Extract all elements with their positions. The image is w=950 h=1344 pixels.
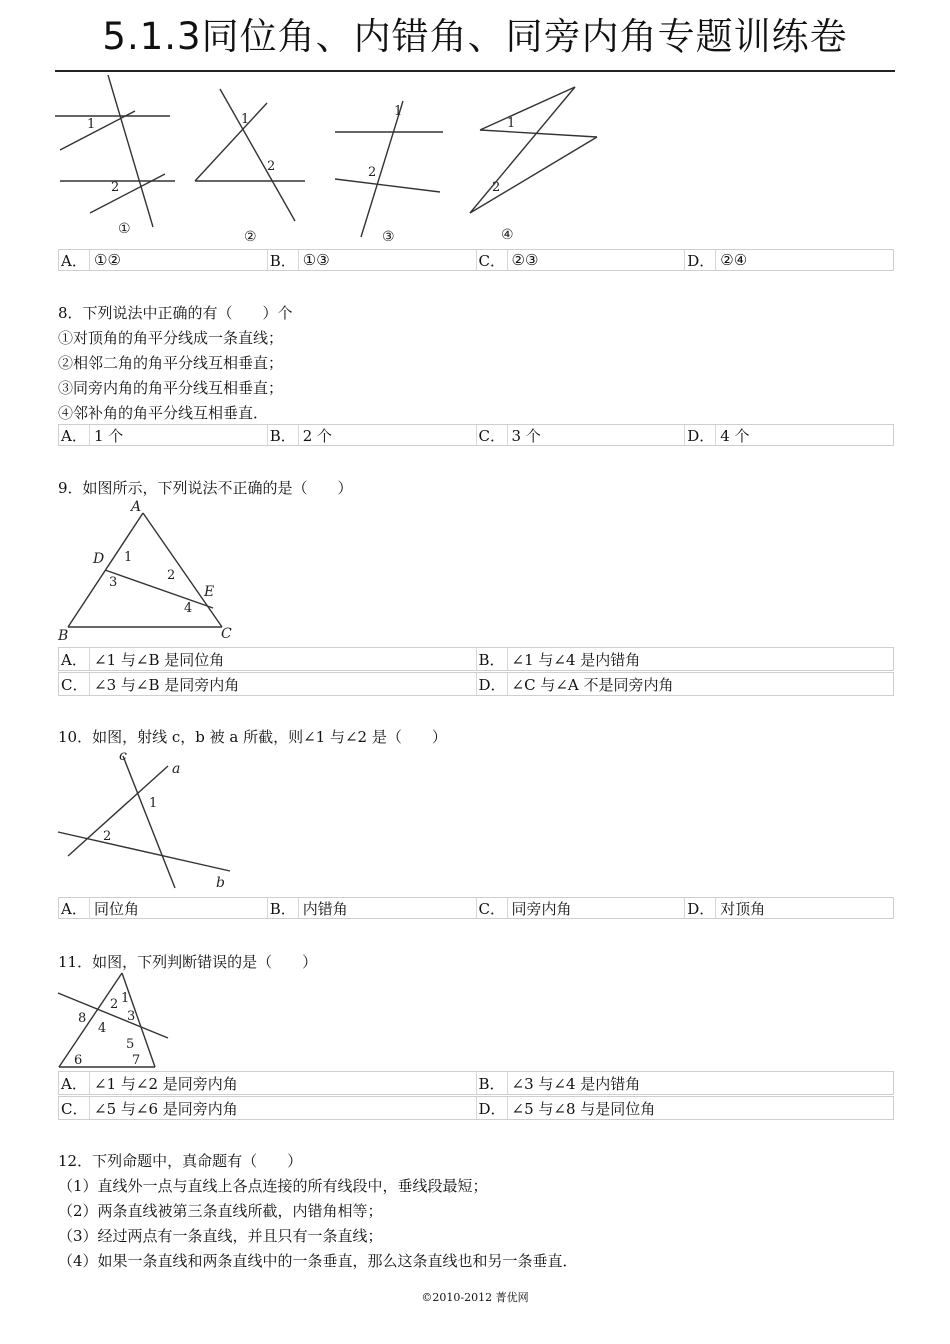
svg-text:1: 1 [241, 112, 250, 127]
svg-text:2: 2 [110, 997, 119, 1012]
svg-text:a: a [172, 761, 181, 777]
q12-stem: 12．下列命题中，真命题有（ ） [58, 1152, 303, 1170]
svg-text:2: 2 [492, 180, 501, 195]
q9-options-row1 [58, 647, 894, 671]
svg-text:1: 1 [394, 104, 403, 119]
q9-options-row2 [58, 672, 894, 696]
q8-options [58, 424, 894, 446]
svg-text:1: 1 [507, 116, 516, 131]
svg-text:6: 6 [74, 1053, 83, 1068]
q8-line-1: ①对顶角的角平分线成一条直线； [58, 329, 284, 347]
q7-option-c[interactable]: C． ②③ [477, 250, 686, 270]
svg-text:2: 2 [103, 829, 112, 844]
q9-option-d[interactable]: D． ∠C 与∠A 不是同旁内角 [477, 673, 894, 695]
svg-text:2: 2 [167, 568, 176, 583]
svg-text:b: b [216, 875, 225, 891]
fig-label-4: ④ [501, 227, 514, 243]
q7-options [58, 249, 894, 271]
svg-text:7: 7 [132, 1053, 141, 1068]
svg-text:3: 3 [127, 1009, 136, 1024]
svg-text:8: 8 [78, 1011, 87, 1026]
svg-text:c: c [119, 748, 127, 764]
svg-text:4: 4 [184, 601, 193, 616]
q7-option-d[interactable]: D． ②④ [687, 251, 748, 270]
q12-line-4: （4）如果一条直线和两条直线中的一条垂直，那么这条直线也和另一条垂直． [58, 1252, 578, 1270]
q11-option-b[interactable]: B． ∠3 与∠4 是内错角 [477, 1072, 894, 1094]
svg-text:1: 1 [121, 991, 130, 1006]
title-rule [55, 70, 895, 72]
page-title: 5.1.3同位角、内错角、同旁内角专题训练卷 [102, 15, 848, 58]
svg-text:B: B [58, 628, 69, 644]
q10-option-b[interactable]: B． 内错角 [268, 898, 477, 918]
svg-text:3: 3 [109, 575, 118, 590]
page-footer: ©2010-2012 菁优网 [421, 1291, 529, 1304]
q7-option-b[interactable]: B． ①③ [268, 250, 477, 270]
q11-figure [55, 970, 175, 1070]
svg-text:1: 1 [124, 550, 133, 565]
q8-option-c[interactable]: C． 3 个 [477, 425, 686, 445]
q12-line-2: （2）两条直线被第三条直线所截，内错角相等； [58, 1202, 383, 1220]
q10-option-c[interactable]: C． 同旁内角 [477, 898, 686, 918]
q8-stem: 8．下列说法中正确的有（ ）个 [58, 304, 293, 322]
fig-label-1: ① [118, 221, 131, 237]
q9-option-b[interactable]: B． ∠1 与∠4 是内错角 [477, 648, 894, 670]
q12-line-3: （3）经过两点有一条直线，并且只有一条直线； [58, 1227, 383, 1245]
q11-option-d[interactable]: D． ∠5 与∠8 与是同位角 [477, 1097, 894, 1119]
q8-option-d[interactable]: D． 4 个 [687, 426, 750, 445]
svg-text:C: C [221, 626, 232, 642]
q7-figures [55, 75, 615, 247]
svg-text:E: E [204, 584, 215, 600]
svg-text:2: 2 [111, 180, 120, 195]
svg-text:2: 2 [267, 159, 276, 174]
fig-label-2: ② [244, 229, 257, 245]
q7-option-a[interactable]: A． ①② [59, 250, 268, 270]
q11-stem: 11．如图，下列判断错误的是（ ） [58, 953, 318, 971]
q9-figure [55, 498, 245, 644]
svg-text:D: D [93, 551, 105, 567]
svg-text:4: 4 [98, 1021, 107, 1036]
q10-option-a[interactable]: A． 同位角 [59, 898, 268, 918]
q10-stem: 10．如图，射线 c，b 被 a 所截，则∠1 与∠2 是（ ） [58, 728, 447, 746]
q11-options-row2 [58, 1096, 894, 1120]
q9-option-c[interactable]: C． ∠3 与∠B 是同旁内角 [59, 673, 477, 695]
q11-option-c[interactable]: C． ∠5 与∠6 是同旁内角 [59, 1097, 477, 1119]
fig-label-3: ③ [382, 229, 395, 245]
q8-line-4: ④邻补角的角平分线互相垂直． [58, 404, 269, 422]
svg-text:1: 1 [87, 117, 96, 132]
q9-stem: 9．如图所示，下列说法不正确的是（ ） [58, 479, 353, 497]
svg-text:1: 1 [149, 796, 158, 811]
q12-line-1: （1）直线外一点与直线上各点连接的所有线段中，垂线段最短； [58, 1177, 488, 1195]
q8-line-2: ②相邻二角的角平分线互相垂直； [58, 354, 284, 372]
q11-option-a[interactable]: A． ∠1 与∠2 是同旁内角 [59, 1072, 477, 1094]
q10-options [58, 897, 894, 919]
svg-text:A: A [131, 499, 142, 515]
q9-option-a[interactable]: A． ∠1 与∠B 是同位角 [59, 648, 477, 670]
q8-line-3: ③同旁内角的角平分线互相垂直； [58, 379, 284, 397]
q11-options-row1 [58, 1071, 894, 1095]
svg-text:5: 5 [126, 1037, 135, 1052]
q10-figure [55, 746, 245, 892]
svg-text:2: 2 [368, 165, 377, 180]
q8-option-b[interactable]: B． 2 个 [268, 425, 477, 445]
q8-option-a[interactable]: A． 1 个 [59, 425, 268, 445]
q10-option-d[interactable]: D． 对顶角 [687, 899, 766, 918]
